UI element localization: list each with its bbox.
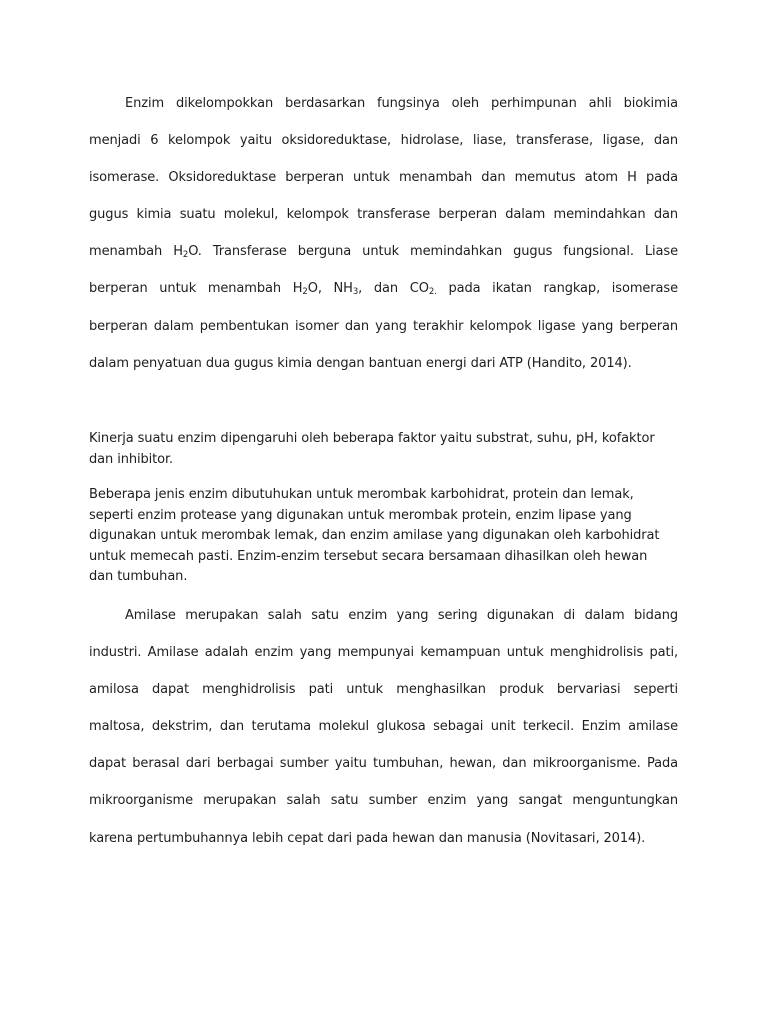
text-fragment: berperan untuk menambah H [89,281,303,297]
text-line: dan tumbuhan. [89,569,188,584]
text-line: amilosa dapat menghidrolisis pati untuk menghasilkan produk bervariasi seperti [89,682,678,698]
text-line: untuk memecah pasti. Enzim-enzim tersebut secara bersamaan dihasilkan oleh hewan [89,548,648,564]
text-fragment: , dan CO [358,281,429,297]
paragraph-enzyme-factors [89,429,678,470]
text-line: isomerase. Oksidoreduktase berperan untuk menambah dan memutus atom H pada [89,170,678,186]
text-fragment: O. Transferase berguna untuk memindahkan gugus fungsional. Liase [188,244,678,260]
paragraph-enzyme-types [89,485,678,588]
subscript: 3 [352,287,359,298]
text-line: berperan dalam pembentukan isomer dan yang terakhir kelompok ligase yang berperan [89,318,678,334]
text-line: mikroorganisme merupakan salah satu sumber enzim yang sangat menguntungkan [89,793,678,809]
text-line: digunakan untuk merombak lemak, dan enzim amilase yang digunakan oleh karbohidrat [89,528,660,543]
text-line: Kinerja suatu enzim dipengaruhi oleh beberapa faktor yaitu substrat, suhu, pH, kofaktor [89,431,655,446]
text-line: Enzim dikelompokkan berdasarkan fungsinya oleh perhimpunan ahli biokimia [125,96,678,111]
text-line: dalam penyatuan dua gugus kimia dengan bantuan energi dari ATP (Handito, 2014). [89,355,632,371]
subscript: 2 [182,250,189,261]
text-fragment: O, NH [307,281,353,297]
paragraph-enzyme-classification [89,85,678,382]
text-fragment: menambah H [89,244,183,260]
subscript: 2 [302,287,308,298]
text-line [89,270,678,307]
text-line: karena pertumbuhannya lebih cepat dari pada hewan dan manusia (Novitasari, 2014). [89,830,646,846]
paragraph-amylase [89,597,678,857]
text-line: maltosa, dekstrim, dan terutama molekul glukosa sebagai unit terkecil. Enzim amilase [89,719,678,735]
text-line: industri. Amilase adalah enzim yang mempunyai kemampuan untuk menghidrolisis pati, [89,645,678,661]
text-line: Beberapa jenis enzim dibutuhukan untuk merombak karbohidrat, protein dan lemak, [89,487,634,502]
text-line: dapat berasal dari berbagai sumber yaitu tumbuhan, hewan, dan mikroorganisme. Pada [89,756,678,772]
text-line: Amilase merupakan salah satu enzim yang sering digunakan di dalam bidang [125,608,678,623]
text-line: dan inhibitor. [89,451,174,467]
subscript: 2. [428,287,437,298]
text-line: menjadi 6 kelompok yaitu oksidoreduktase, hidrolase, liase, transferase, ligase, dan [89,133,678,149]
text-line: seperti enzim protease yang digunakan untuk merombak protein, enzim lipase yang [89,507,632,523]
text-fragment: pada ikatan rangkap, isomerase [436,281,678,297]
text-line [89,233,678,270]
text-line: gugus kimia suatu molekul, kelompok transferase berperan dalam memindahkan dan [89,207,678,223]
